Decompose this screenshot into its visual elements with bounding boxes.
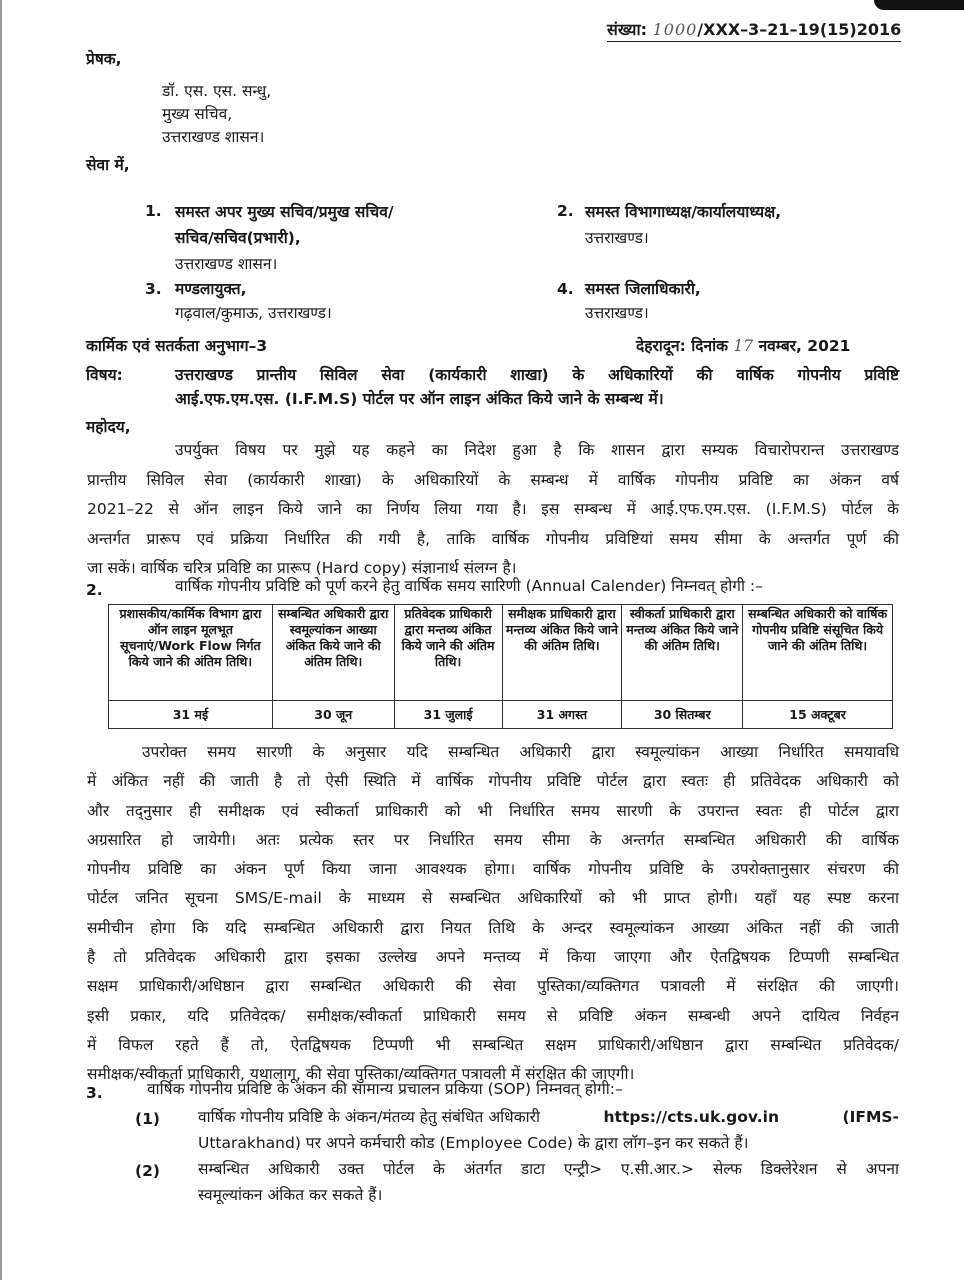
table-header-cell: सम्बन्धित अधिकारी द्वारा स्वमूल्यांकन आख्या अंकित किये जाने की अंतिम तिथि। bbox=[272, 605, 394, 701]
sop-item-1-line-2: Uttarakhand) पर अपने कर्मचारी कोड (Employee Code) के द्वारा लॉग–इन कर सकते हैं। bbox=[198, 1134, 749, 1152]
table-header-row bbox=[109, 605, 893, 701]
table-header-cell: समीक्षक प्राधिकारी द्वारा मन्तव्य अंकित किये जाने की अंतिम तिथि। bbox=[502, 605, 622, 701]
paragraph-1-line: उपर्युक्त विषय पर मुझे यह कहने का निदेश हुआ है कि शासन द्वारा सम्यक विचारोपरान्त उत्तराखण्ड bbox=[175, 441, 899, 459]
sop-item-1-text: वार्षिक गोपनीय प्रविष्टि के अंकन/मंतव्य हेतु संबंधित अधिकारी bbox=[198, 1108, 540, 1126]
sop-item-1 bbox=[198, 1104, 899, 1156]
sender-block bbox=[162, 80, 271, 149]
department-section: कार्मिक एवं सतर्कता अनुभाग–3 bbox=[86, 337, 268, 355]
paragraph-3-line: पोर्टल जनित सूचना SMS/E-mail के माध्यम से सम्बन्धित अधिकारियों को भी प्राप्त होगी। यहाँ यह स्पष्ट करना bbox=[87, 889, 899, 908]
recipient-3-line-1: मण्डलायुक्त, bbox=[175, 280, 247, 298]
sender-designation: मुख्य सचिव, bbox=[162, 105, 233, 123]
sender-office: उत्तराखण्ड शासन। bbox=[162, 128, 265, 146]
paragraph-3-line: में अंकित नहीं की जाती है तो ऐसी स्थिति में वार्षिक गोपनीय प्रविष्टि पोर्टल द्वारा स्वतः ही प्रतिवेदक अधिकारी को bbox=[87, 772, 899, 791]
table-header-cell: सम्बन्धित अधिकारी को वार्षिक गोपनीय प्रविष्टि संसूचित किये जाने की अंतिम तिथि। bbox=[743, 605, 893, 701]
paragraph-1 bbox=[87, 436, 899, 584]
table-cell: 15 अक्टूबर bbox=[743, 701, 893, 729]
sop-item-2-line-2: स्वमूल्यांकन अंकित कर सकते हैं। bbox=[198, 1186, 383, 1204]
recipient-1 bbox=[175, 199, 394, 277]
letter-date bbox=[636, 337, 850, 356]
recipient-1-line-2: सचिव/सचिव(प्रभारी), bbox=[175, 229, 301, 247]
paragraph-3-line: है तो प्रतिवेदक अधिकारी द्वारा इसका उल्लेख अपने मन्तव्य में किया जाएगा और ऐतद्विषयक टिप्पणी सम्बन्धित bbox=[87, 948, 899, 967]
recipient-4-line-2: उत्तराखण्ड। bbox=[585, 304, 649, 322]
table-cell: 31 अगस्त bbox=[502, 701, 622, 729]
scan-corner-shadow bbox=[874, 0, 964, 10]
paragraph-3-line: में विफल रहते हैं तो, ऐतद्विषयक टिप्पणी भी सम्बन्धित सक्षम प्राधिकारी/अधिष्ठान द्वारा सम्बन्धित प्रतिवेदक/ bbox=[87, 1035, 899, 1054]
paragraph-3-line: गोपनीय प्रविष्टि का अंकन पूर्ण किया जाना आवश्यक होगा। वार्षिक गोपनीय प्रविष्टि के उपरोक्तानुसार संचरण की bbox=[87, 860, 899, 879]
reference-handwritten-number: 1000 bbox=[652, 20, 698, 39]
sender-label: प्रेषक, bbox=[86, 50, 122, 68]
sop-item-2 bbox=[198, 1156, 899, 1208]
table-header-cell: प्रशासकीय/कार्मिक विभाग द्वारा ऑन लाइन मूलभूत सूचनाएं/Work Flow निर्गत किये जाने की अंतिम तिथि। bbox=[109, 605, 273, 701]
reference-code: /XXX–3–21–19(15)2016 bbox=[697, 20, 902, 39]
recipient-3 bbox=[175, 277, 332, 325]
recipients-label: सेवा में, bbox=[86, 156, 130, 174]
recipient-3-line-2: गढ़वाल/कुमाऊ, उत्तराखण्ड। bbox=[175, 304, 332, 322]
table-row bbox=[109, 701, 893, 729]
paragraph-3-line: समीचीन होगा कि यदि सम्बन्धित अधिकारी द्वारा नियत तिथि के अन्दर स्वमूल्यांकन आख्या अंकित नहीं की जाती bbox=[87, 918, 899, 937]
recipient-1-line-1: समस्त अपर मुख्य सचिव/प्रमुख सचिव/ bbox=[175, 203, 394, 221]
paragraph-3-line: सक्षम प्राधिकारी/अधिष्ठान द्वारा सम्बन्धित अधिकारी की सेवा पुस्तिका/व्यक्तिगत पत्रावली में संरक्षित की जाएगी। bbox=[87, 977, 899, 996]
sop-item-1-number: (1) bbox=[135, 1110, 160, 1128]
paragraph-3-line: अग्रसारित हो जायेगी। अतः प्रत्येक स्तर पर निर्धारित समय सीमा के अन्तर्गत सम्बन्धित अधिकारी की वार्षिक bbox=[87, 830, 899, 849]
paragraph-3-line: और तद्नुसार ही समीक्षक एवं स्वीकर्ता प्राधिकारी को भी निर्धारित समय सारणी के उपरान्त स्वतः ही पोर्टल द्वारा bbox=[87, 801, 899, 820]
recipient-1-number: 1. bbox=[145, 202, 162, 220]
table-cell: 31 मई bbox=[109, 701, 273, 729]
reference-label: संख्या: bbox=[607, 20, 647, 39]
paragraph-1-line: जा सकें। वार्षिक चरित्र प्रविष्टि का प्रारूप (Hard copy) संज्ञानार्थ संलग्न है। bbox=[87, 559, 517, 577]
section-3-number: 3. bbox=[86, 1084, 103, 1102]
portal-link[interactable]: https://cts.uk.gov.in bbox=[603, 1108, 779, 1126]
subject-label: विषय: bbox=[86, 366, 123, 384]
subject-line-1: उत्तराखण्ड प्रान्तीय सिविल सेवा (कार्यकारी शाखा) के अधिकारियों की वार्षिक गोपनीय प्रविष्टि bbox=[175, 366, 899, 384]
recipient-2-line-1: समस्त विभागाध्यक्ष/कार्यालयाध्यक्ष, bbox=[585, 203, 782, 221]
recipient-2-number: 2. bbox=[557, 202, 574, 220]
paragraph-1-line: 2021–22 से ऑन लाइन किये जाने का निर्णय लिया गया है। इस सम्बन्ध में आई.एफ.एम.एस. (I.F.M.S) पोर्टल के bbox=[87, 500, 899, 518]
paragraph-3 bbox=[87, 738, 899, 1090]
table-cell: 31 जुलाई bbox=[394, 701, 502, 729]
paragraph-3-line: समीक्षक/स्वीकर्ता प्राधिकारी, यथालागू, की सेवा पुस्तिका/व्यक्तिगत पत्रावली में संरक्षित की जाएगी। bbox=[87, 1065, 635, 1084]
paragraph-3-line: उपरोक्त समय सारणी के अनुसार यदि सम्बन्धित अधिकारी द्वारा स्वमूल्यांकन आख्या निर्धारित समयावधि bbox=[142, 743, 899, 761]
date-handwritten-day: 17 bbox=[733, 337, 754, 355]
recipient-2-line-2: उत्तराखण्ड। bbox=[585, 229, 649, 247]
annual-calendar-table bbox=[108, 604, 893, 729]
sender-name: डॉ. एस. एस. सन्धु, bbox=[162, 82, 272, 100]
paragraph-1-line: अन्तर्गत प्रारूप एवं प्रक्रिया निर्धारित की गयी है, ताकि वार्षिक गोपनीय प्रविष्टियां समय सीमा के अन्तर्गत पूर्ण की bbox=[87, 529, 899, 548]
recipient-2 bbox=[585, 199, 781, 251]
section-2-text: वार्षिक गोपनीय प्रविष्टि को पूर्ण करने हेतु वार्षिक समय सारिणी (Annual Calender) निम्नवत् होगी :– bbox=[175, 577, 763, 595]
date-month-year: नवम्बर, 2021 bbox=[758, 337, 851, 355]
recipient-1-line-3: उत्तराखण्ड शासन। bbox=[175, 255, 278, 273]
table-header-cell: प्रतिवेदक प्राधिकारी द्वारा मन्तव्य अंकित किये जाने की अंतिम तिथि। bbox=[394, 605, 502, 701]
table-header-cell: स्वीकर्ता प्राधिकारी द्वारा मन्तव्य अंकित किये जाने की अंतिम तिथि। bbox=[622, 605, 743, 701]
recipient-4-number: 4. bbox=[557, 280, 574, 298]
section-3-text: वार्षिक गोपनीय प्रविष्टि के अंकन की सामान्य प्रचालन प्रकिया (SOP) निम्नवत् होगी:– bbox=[147, 1080, 623, 1098]
table-cell: 30 सितम्बर bbox=[622, 701, 743, 729]
recipient-4 bbox=[585, 277, 701, 325]
reference-number bbox=[607, 20, 901, 42]
table-cell: 30 जून bbox=[272, 701, 394, 729]
salutation: महोदय, bbox=[86, 418, 131, 436]
subject-text bbox=[175, 363, 899, 411]
date-place-label: देहरादून: दिनांक bbox=[636, 337, 729, 355]
recipient-4-line-1: समस्त जिलाधिकारी, bbox=[585, 280, 701, 298]
subject-line-2: आई.एफ.एम.एस. (I.F.M.S) पोर्टल पर ऑन लाइन अंकित किये जाने के सम्बन्ध में। bbox=[175, 390, 664, 408]
paragraph-3-line: इसी प्रकार, यदि प्रतिवेदक/ समीक्षक/स्वीकर्ता प्राधिकारी समय से प्रविष्टि अंकन सम्बन्धी अपने दायित्व निर्वहन bbox=[87, 1006, 899, 1025]
sop-item-2-number: (2) bbox=[135, 1162, 160, 1180]
paragraph-1-line: प्रान्तीय सिविल सेवा (कार्यकारी शाखा) के अधिकारियों के सम्बन्ध में वार्षिक गोपनीय प्रविष्टि का अंकन वर्ष bbox=[87, 470, 899, 489]
recipient-3-number: 3. bbox=[145, 280, 162, 298]
sop-item-1-line-1 bbox=[198, 1104, 899, 1130]
sop-item-1-ifms: (IFMS- bbox=[842, 1108, 899, 1126]
sop-item-2-line-1: सम्बन्धित अधिकारी उक्त पोर्टल के अंतर्गत डाटा एन्ट्री> ए.सी.आर.> सेल्फ डिक्लेरेशन से अपना bbox=[198, 1160, 899, 1178]
page-edge bbox=[0, 0, 2, 1280]
section-2-number: 2. bbox=[86, 581, 103, 599]
